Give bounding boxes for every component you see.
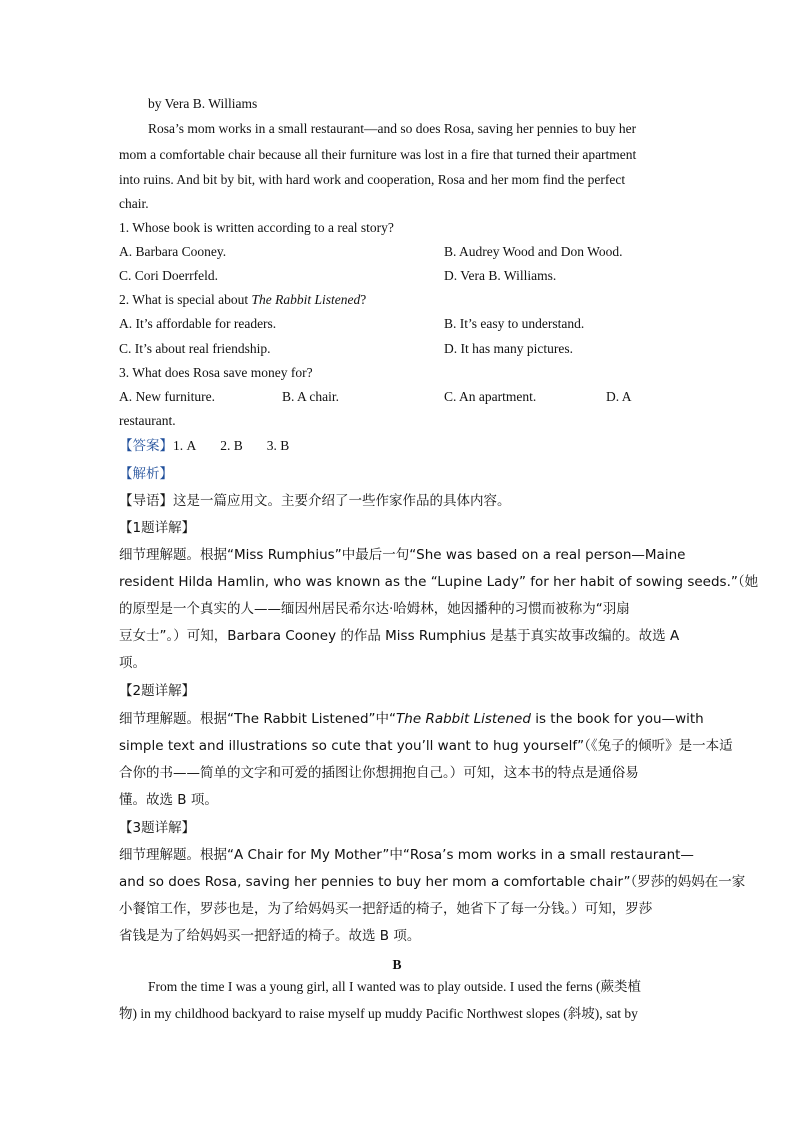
passage-line: chair.	[119, 196, 149, 211]
detail-3-line: 小餐馆工作，罗莎也是，为了给妈妈买一把舒适的椅子，她省下了每一分钱。）可知，罗莎	[119, 901, 653, 917]
detail-2-line: 细节理解题。根据“The Rabbit Listened”中“The Rabbit Listened is the book for you—with	[119, 711, 704, 727]
question-2-option-b: B. It’s easy to understand.	[444, 316, 585, 331]
detail-2-line: 合你的书——简单的文字和可爱的插图让你想拥抱自己。）可知，这本书的特点是通俗易	[119, 765, 639, 781]
book-title: The Rabbit Listened	[396, 711, 531, 727]
book-title: The Rabbit Listened	[251, 292, 361, 307]
byline: by Vera B. Williams	[148, 96, 258, 111]
question-2-stem: 2. What is special about The Rabbit Listened?	[119, 292, 367, 307]
detail-1-line: 细节理解题。根据“Miss Rumphius”中最后一句“She was based on a real person—Maine	[119, 547, 686, 563]
analysis-label: 【解析】	[119, 466, 173, 482]
detail-2-line: 懂。故选 B 项。	[119, 792, 218, 808]
question-1-option-b: B. Audrey Wood and Don Wood.	[444, 244, 623, 259]
question-3-option-d-continuation: restaurant.	[119, 413, 176, 428]
detail-3-label: 【3题详解】	[119, 820, 196, 836]
detail-1-line: resident Hilda Hamlin, who was known as the “Lupine Lady” for her habit of sowing seeds.”（她	[119, 574, 759, 590]
passage-line: mom a comfortable chair because all their furniture was lost in a fire that turned their apartment	[119, 147, 637, 162]
answer-3: 3. B	[266, 438, 290, 453]
question-1-option-a: A. Barbara Cooney.	[119, 244, 227, 259]
question-3-option-a: A. New furniture.	[119, 389, 215, 404]
question-3-option-c: C. An apartment.	[444, 389, 537, 404]
detail-1-label: 【1题详解】	[119, 520, 196, 536]
answer-2: 2. B	[220, 438, 243, 453]
answer-label: 【答案】	[119, 438, 173, 454]
section-b-line: From the time I was a young girl, all I wanted was to play outside. I used the ferns (蕨类植	[148, 979, 642, 994]
detail-1-line: 豆女士”。）可知，Barbara Cooney 的作品 Miss Rumphius 是基于真实故事改编的。故选 A	[119, 628, 680, 644]
question-1-stem: 1. Whose book is written according to a real story?	[119, 220, 394, 235]
question-2-option-d: D. It has many pictures.	[444, 341, 573, 356]
question-2-option-c: C. It’s about real friendship.	[119, 341, 271, 356]
question-3-option-d: D. A	[606, 389, 632, 404]
passage-line: into ruins. And bit by bit, with hard work and cooperation, Rosa and her mom find the perfect	[119, 172, 626, 187]
question-2-option-a: A. It’s affordable for readers.	[119, 316, 277, 331]
question-1-option-d: D. Vera B. Williams.	[444, 268, 557, 283]
detail-1-line: 项。	[119, 655, 146, 671]
guide-label: 【导语】	[119, 493, 173, 509]
question-3-stem: 3. What does Rosa save money for?	[119, 365, 313, 380]
detail-2-label: 【2题详解】	[119, 683, 196, 699]
guide-line	[119, 492, 511, 510]
passage-line: Rosa’s mom works in a small restaurant—and so does Rosa, saving her pennies to buy her	[148, 121, 637, 136]
detail-1-line: 的原型是一个真实的人——缅因州居民希尔达·哈姆林，她因播种的习惯而被称为“羽扇	[119, 601, 630, 617]
detail-3-line: 细节理解题。根据“A Chair for My Mother”中“Rosa’s mom works in a small restaurant—	[119, 847, 694, 863]
section-b-line: 物) in my childhood backyard to raise myself up muddy Pacific Northwest slopes (斜坡), sat by	[119, 1006, 638, 1021]
answer-1: 1. A	[173, 438, 197, 453]
detail-3-line: 省钱是为了给妈妈买一把舒适的椅子。故选 B 项。	[119, 928, 421, 944]
detail-3-line: and so does Rosa, saving her pennies to buy her mom a comfortable chair”（罗莎的妈妈在一家	[119, 874, 746, 890]
section-b-heading: B	[392, 957, 402, 972]
detail-2-line: simple text and illustrations so cute that you’ll want to hug yourself”（《兔子的倾听》是一本适	[119, 738, 733, 754]
question-3-option-b: B. A chair.	[282, 389, 339, 404]
guide-text: 这是一篇应用文。主要介绍了一些作家作品的具体内容。	[173, 493, 511, 509]
answer-line	[119, 437, 289, 455]
question-1-option-c: C. Cori Doerrfeld.	[119, 268, 218, 283]
